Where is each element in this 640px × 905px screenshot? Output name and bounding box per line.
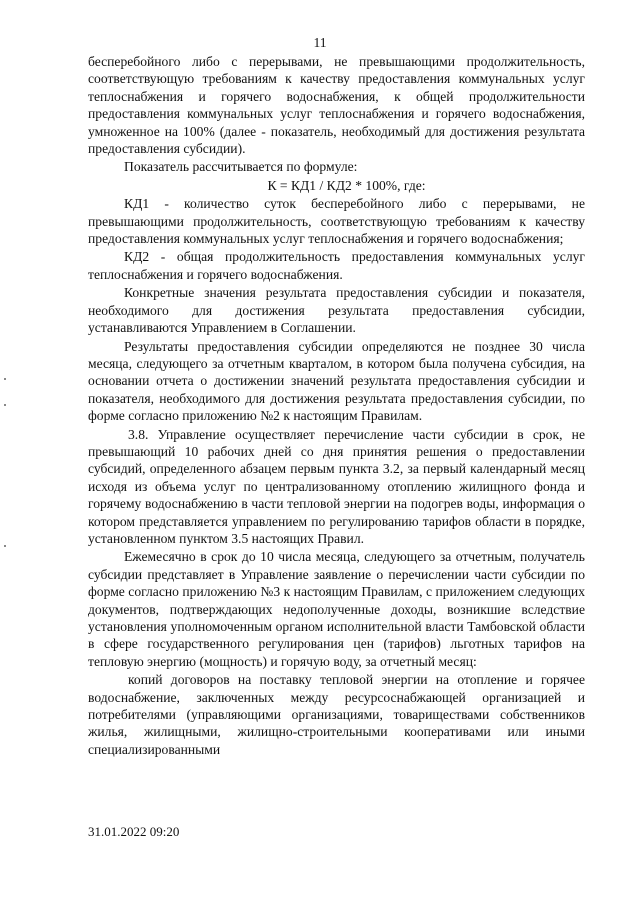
paragraph-contracts: копий договоров на поставку тепловой энергии на отопление и горячее водоснабжение, заключенных между ресурсоснабжающей организацией и потребителями (управляющими организациями, товариществами собственников жилья, жилищными, жилищно-строительными кооперативами или иными специализированными [88, 672, 585, 757]
scan-mark [4, 404, 6, 406]
footer-timestamp: 31.01.2022 09:20 [88, 824, 180, 839]
paragraph-continuation: бесперебойного либо с перерывами, не превышающими продолжительность, соответствующую требованиям к качеству предоставления коммунальных услуг теплоснабжения и горячего водоснабжения, к общей продолжительности предоставления коммунальных услуг теплоснабжения и горячего водоснабжения, умноженное на 100% (далее - показатель, необходимый для достижения результата предоставления субсидии). [88, 54, 585, 157]
paragraph-formula-intro: Показатель рассчитывается по формуле: [124, 159, 358, 175]
scan-mark [4, 378, 6, 380]
scan-mark [4, 545, 6, 547]
paragraph-values: Конкретные значения результата предоставления субсидии и показателя, необходимого для достижения результата предоставления субсидии, устанавливаются Управлением в Соглашении. [88, 285, 585, 336]
paragraph-monthly: Ежемесячно в срок до 10 числа месяца, следующего за отчетным, получатель субсидии представляет в Управление заявление о перечислении части субсидии по форме согласно приложению №3 к настоящим Правилам, с приложением следующих документов, подтверждающих недополученные доходы, возникшие вследствие установления уполномоченным органом исполнительной власти Тамбовской области в сфере государственного регулирования цен (тарифов) льготных тарифов на тепловую энергию (мощность) и горячую воду, за отчетный месяц: [88, 549, 585, 669]
formula: К = КД1 / КД2 * 100%, где: [267, 177, 426, 193]
document-body [88, 53, 585, 759]
paragraph-results: Результаты предоставления субсидии определяются не позднее 30 числа месяца, следующего за отчетным кварталом, в котором была получена субсидия, на основании отчета о достижении значений результата предоставления субсидии и показателя, необходимого для достижения результата предоставления субсидии, по форме согласно приложению №2 к настоящим Правилам. [88, 338, 585, 424]
paragraph-kd1: КД1 - количество суток бесперебойного либо с перерывами, не превышающими продолжительность, соответствующую требованиям к качеству предоставления коммунальных услуг теплоснабжения и горячего водоснабжения; [88, 196, 585, 247]
paragraph-kd2: КД2 - общая продолжительность предоставления коммунальных услуг теплоснабжения и горячего водоснабжения. [88, 249, 585, 282]
page-number: 11 [313, 35, 327, 50]
paragraph-3-8: 3.8. Управление осуществляет перечисление части субсидии в срок, не превышающий 10 рабочих дней со дня принятия решения о предоставлении субсидий, определенного абзацем первым пункта 3.2, за первый календарный месяц исходя из объема услуг по централизованному отоплению жилищного фонда и горячему водоснабжению в части тепловой энергии на подогрев воды, информация о котором представляется управлением по регулированию тарифов области в порядке, установленном пунктом 3.5 настоящих Правил. [88, 426, 585, 546]
